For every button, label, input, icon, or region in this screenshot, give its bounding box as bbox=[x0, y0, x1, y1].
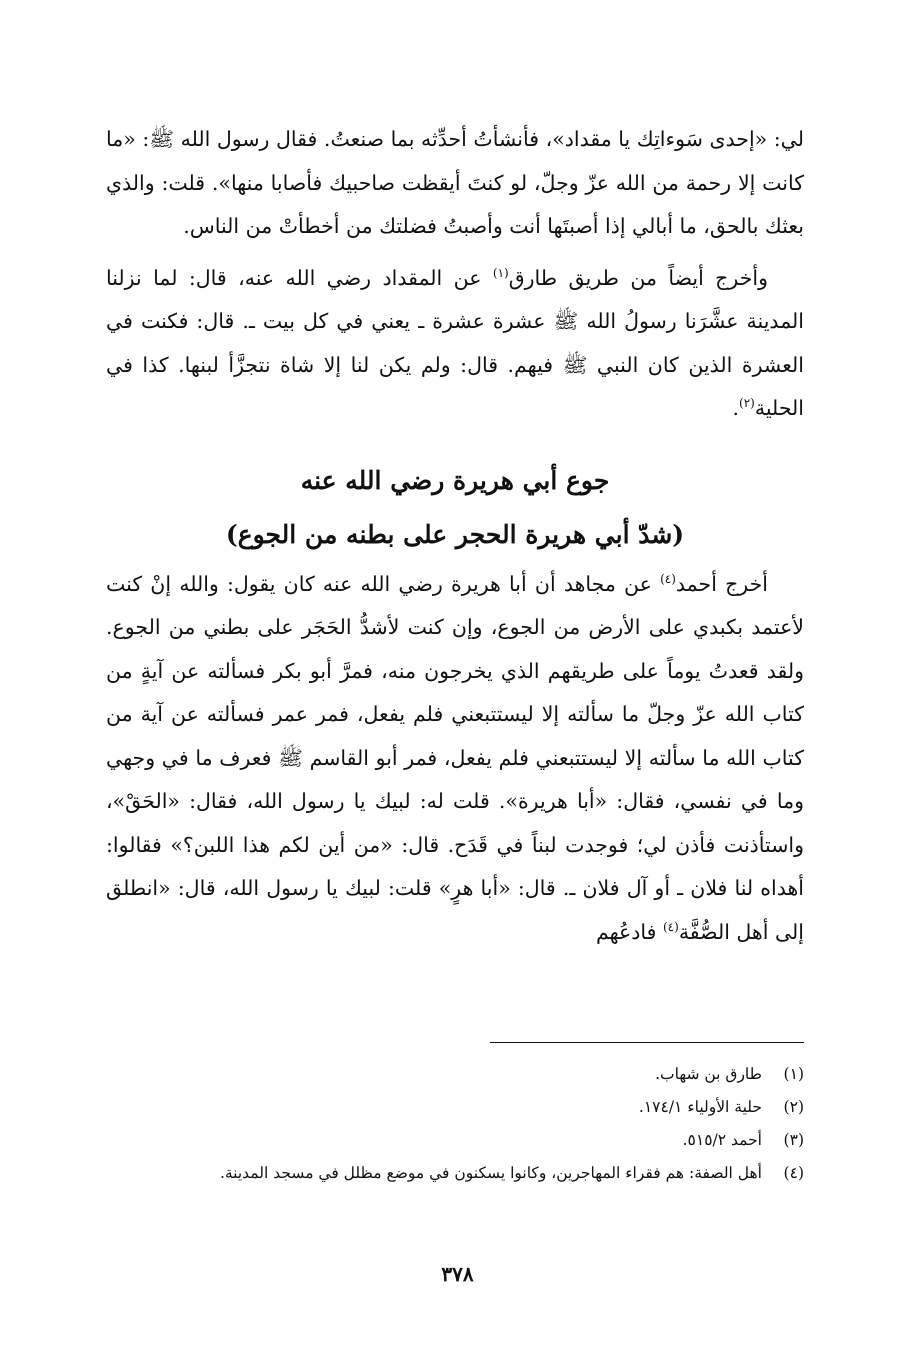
footnote-ref-4[interactable]: (٤) bbox=[662, 919, 679, 934]
footnote-number: (٣) bbox=[783, 1131, 804, 1149]
footnote-divider bbox=[490, 1042, 804, 1043]
paragraph-2-text-end: . bbox=[732, 396, 740, 420]
footnote-ref-3[interactable]: (٤) bbox=[660, 571, 676, 586]
footnote-number: (١) bbox=[783, 1065, 804, 1083]
footnote-text: حلية الأولياء ١٧٤/١. bbox=[638, 1098, 762, 1116]
footnote-number: (٢) bbox=[783, 1098, 804, 1116]
footnote-text: طارق بن شهاب. bbox=[655, 1065, 762, 1083]
footnote-item bbox=[106, 1124, 804, 1157]
footnote-ref-2[interactable]: (٢) bbox=[739, 396, 755, 411]
paragraph-3-text-end: فادعُهم bbox=[595, 919, 663, 944]
footnote-ref-1[interactable]: (١) bbox=[492, 265, 509, 280]
footnote-text: أهل الصفة: هم فقراء المهاجرين، وكانوا يسكنون في موضع مظلل في مسجد المدينة. bbox=[219, 1164, 762, 1182]
footnote-text: أحمد ٥١٥/٢. bbox=[682, 1131, 762, 1149]
page-body bbox=[106, 118, 804, 954]
footnote-number: (٤) bbox=[783, 1164, 804, 1182]
footnotes-list bbox=[106, 1058, 804, 1190]
paragraph-1-text: لي: «إحدى سَوءاتِك يا مقداد»، فأنشأتُ أحدِّثه بما صنعتُ. فقال رسول الله ﷺ: «ما كانت إلا رحمة من الله عزّ وجلّ، لو كنتَ أيقظت صاحبيك فأصابا منها». قلت: والذي بعثك بالحق، ما أبالي إذا أصبتَها أنت وأصبتُ فضلتك من أخطأتْ من الناس. bbox=[106, 127, 804, 238]
paragraph-3 bbox=[106, 563, 804, 955]
paragraph-3-text-a: أخرج أحمد bbox=[675, 571, 768, 596]
paragraph-1 bbox=[106, 118, 804, 249]
paragraph-2-text-b: عن المقداد رضي الله عنه، قال: لما نزلنا المدينة عشَّرَنا رسولُ الله ﷺ عشرة عشرة ـ يعني في كل بيت ـ. قال: فكنت في العشرة الذين كان النبي ﷺ فيهم. قال: ولم يكن لنا إلا شاة نتجزَّأ لبنها. كذا في الحلية bbox=[106, 265, 804, 420]
section-subheading: (شدّ أبي هريرة الحجر على بطنه من الجوع) bbox=[225, 519, 685, 549]
section-heading: جوع أبي هريرة رضي الله عنه bbox=[300, 465, 610, 495]
paragraph-2 bbox=[106, 257, 804, 431]
paragraph-3-text-b: عن مجاهد أن أبا هريرة رضي الله عنه كان يقول: والله إنْ كنت لأعتمد بكبدي على الأرض من الجوع، وإن كنت لأشدُّ الحَجَر على بطني من الجوع. ولقد قعدتُ يوماً على طريقهم الذي يخرجون منه، فمرَّ أبو بكر فسألته عن آيةٍ من كتاب الله عزّ وجلّ ما سألته إلا ليستتبعني فلم يفعل، فمر عمر فسألته عن آية من كتاب الله ما سألته إلا ليستتبعني فلم يفعل، فمر أبو القاسم ﷺ فعرف ما في وجهي وما في نفسي، فقال: «أبا هريرة». قلت له: لبيك يا رسول الله، فقال: «الحَقْ»، واستأذنت فأذن لي؛ فوجدت لبناً في قَدَح. قال: «من أين لكم هذا اللبن؟» فقالوا: أهداه لنا فلان ـ أو آل فلان ـ. قال: «أبا هرٍ» قلت: لبيك يا رسول الله، قال: «انطلق إلى أهل الصُّفَّة bbox=[106, 571, 804, 944]
footnote-item bbox=[106, 1058, 804, 1091]
footnote-item bbox=[106, 1157, 804, 1190]
paragraph-2-text-a: وأخرج أيضاً من طريق طارق bbox=[508, 265, 768, 290]
footnote-item bbox=[106, 1091, 804, 1124]
page-number: ٣٧٨ bbox=[441, 1262, 474, 1286]
